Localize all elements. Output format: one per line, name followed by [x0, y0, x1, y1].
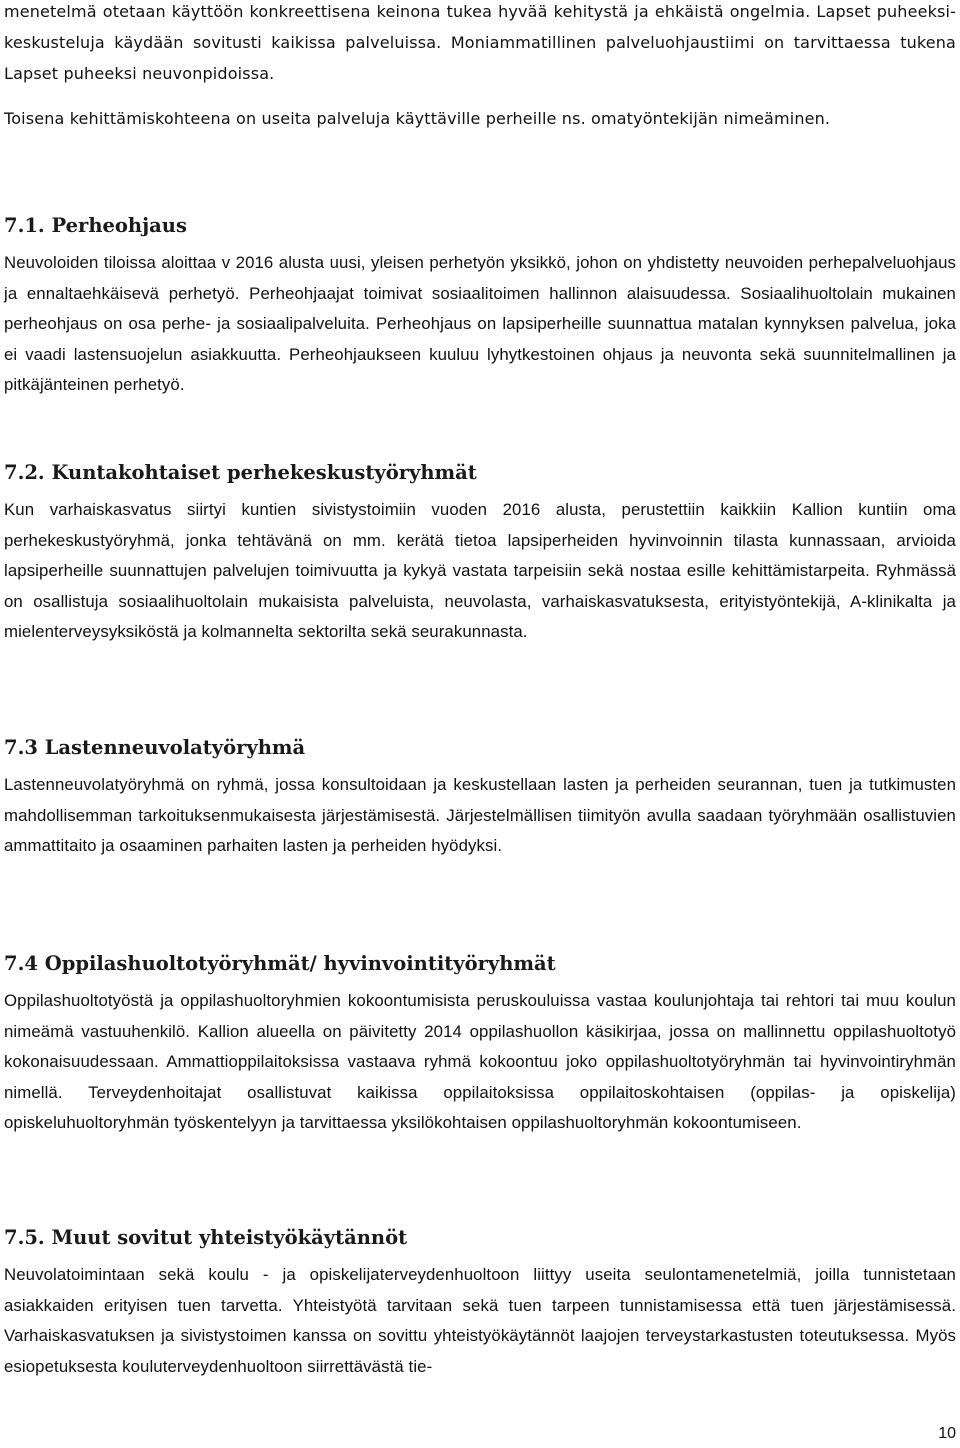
- section-heading: 7.4 Oppilashuoltotyöryhmät/ hyvinvointityöryhmät: [4, 952, 556, 975]
- intro-block: [4, 0, 956, 134]
- section-perhekeskustyoryhmat: [4, 455, 956, 648]
- section-body: Neuvoloiden tiloissa aloittaa v 2016 alusta uusi, yleisen perhetyön yksikkö, johon on yhdistetty neuvoiden perhepalveluohjaus ja ennaltaehkäisevä perhetyö. Perheohjaajat toimivat sosiaalitoimen hallinnon alaisuudessa. Sosiaalihuoltolain mukainen perheohjaus on osa perhe- ja sosiaalipalveluita. Perheohjaus on lapsiperheille suunnattua matalan kynnyksen palvelua, joka ei vaadi lastensuojelun asiakkuutta. Perheohjaukseen kuuluu lyhytkestoinen ohjaus ja neuvonta sekä suunnitelmallinen ja pitkäjänteinen perhetyö.: [4, 253, 956, 394]
- intro-paragraph: menetelmä otetaan käyttöön konkreettisena keinona tukea hyvää kehitystä ja ehkäistä ongelmia. Lapset puheeksi- keskusteluja käydään sovitusti kaikissa palveluissa. Moniammatillinen palveluohjaustiimi on tarvittaessa tukena Lapset puheeksi neuvonpidoissa.: [4, 2, 956, 83]
- intro-paragraph: Toisena kehittämiskohteena on useita palveluja käyttäville perheille ns. omatyöntekijän nimeäminen.: [4, 109, 831, 128]
- section-muut-yhteistyokaytannot: [4, 1220, 956, 1382]
- section-heading: 7.1. Perheohjaus: [4, 214, 187, 237]
- section-body: Kun varhaiskasvatus siirtyi kuntien sivistystoimiin vuoden 2016 alusta, perustettiin kaikkiin Kallion kuntiin oma perhekeskustyöryhmä, jonka tehtävänä on mm. kerätä tietoa lapsiperheiden hyvinvoinnin tilasta kunnassaan, arvioida lapsiperheille suunnattujen palvelujen toimivuutta ja kykyä vastata tarpeisiin sekä nostaa esille kehittämistarpeita. Ryhmässä on osallistuja sosiaalihuoltolain mukaisista palveluista, neuvolasta, varhaiskasvatuksesta, erityistyöntekijä, A-klinikalta ja mielenterveysyksiköstä ja kolmannelta sektorilta sekä seurakunnasta.: [4, 500, 956, 641]
- section-lastenneuvolatyoryhma: [4, 730, 956, 862]
- section-perheohjaus: [4, 208, 956, 401]
- section-body: Neuvolatoimintaan sekä koulu - ja opiskelijaterveydenhuoltoon liittyy useita seulontamenetelmiä, joilla tunnistetaan asiakkaiden erityisen tuen tarvetta. Yhteistyötä tarvitaan sekä tuen tarpeen tunnistamisessa että tuen järjestämisessä. Varhaiskasvatuksen ja sivistystoimen kanssa on sovittu yhteistyökäytännöt laajojen terveystarkastusten toteutuksessa. Myös esiopetuksesta kouluterveydenhuoltoon siirrettävästä tie-: [4, 1265, 956, 1376]
- page-number: 10: [938, 1425, 956, 1442]
- section-heading: 7.5. Muut sovitut yhteistyökäytännöt: [4, 1226, 408, 1249]
- section-oppilashuoltotyoryhmat: [4, 946, 956, 1139]
- section-heading: 7.2. Kuntakohtaiset perhekeskustyöryhmät: [4, 461, 477, 484]
- section-heading: 7.3 Lastenneuvolatyöryhmä: [4, 736, 306, 759]
- section-body: Oppilashuoltotyöstä ja oppilashuoltoryhmien kokoontumisista peruskouluissa vastaa koulunjohtaja tai rehtori tai muu koulun nimeämä vastuuhenkilö. Kallion alueella on päivitetty 2014 oppilashuollon käsikirjaa, jossa on mallinnettu oppilashuoltotyö kokonaisuudessaan. Ammattioppilaitoksissa vastaava ryhmä kokoontuu joko oppilashuoltotyöryhmän tai hyvinvointiryhmän nimellä. Terveydenhoitajat osallistuvat kaikissa oppilaitoksissa oppilaitoskohtaisen (oppilas- ja opiskelija) opiskeluhuoltoryhmän työskentelyyn ja tarvittaessa yksilökohtaisen oppilashuoltoryhmän kokoontumiseen.: [4, 991, 956, 1132]
- section-body: Lastenneuvolatyöryhmä on ryhmä, jossa konsultoidaan ja keskustellaan lasten ja perheiden seurannan, tuen ja tutkimusten mahdollisemman tarkoituksenmukaisesta järjestämisestä. Järjestelmällisen tiimityön avulla saadaan työryhmään osallistuvien ammattitaito ja osaaminen parhaiten lasten ja perheiden hyödyksi.: [4, 775, 956, 855]
